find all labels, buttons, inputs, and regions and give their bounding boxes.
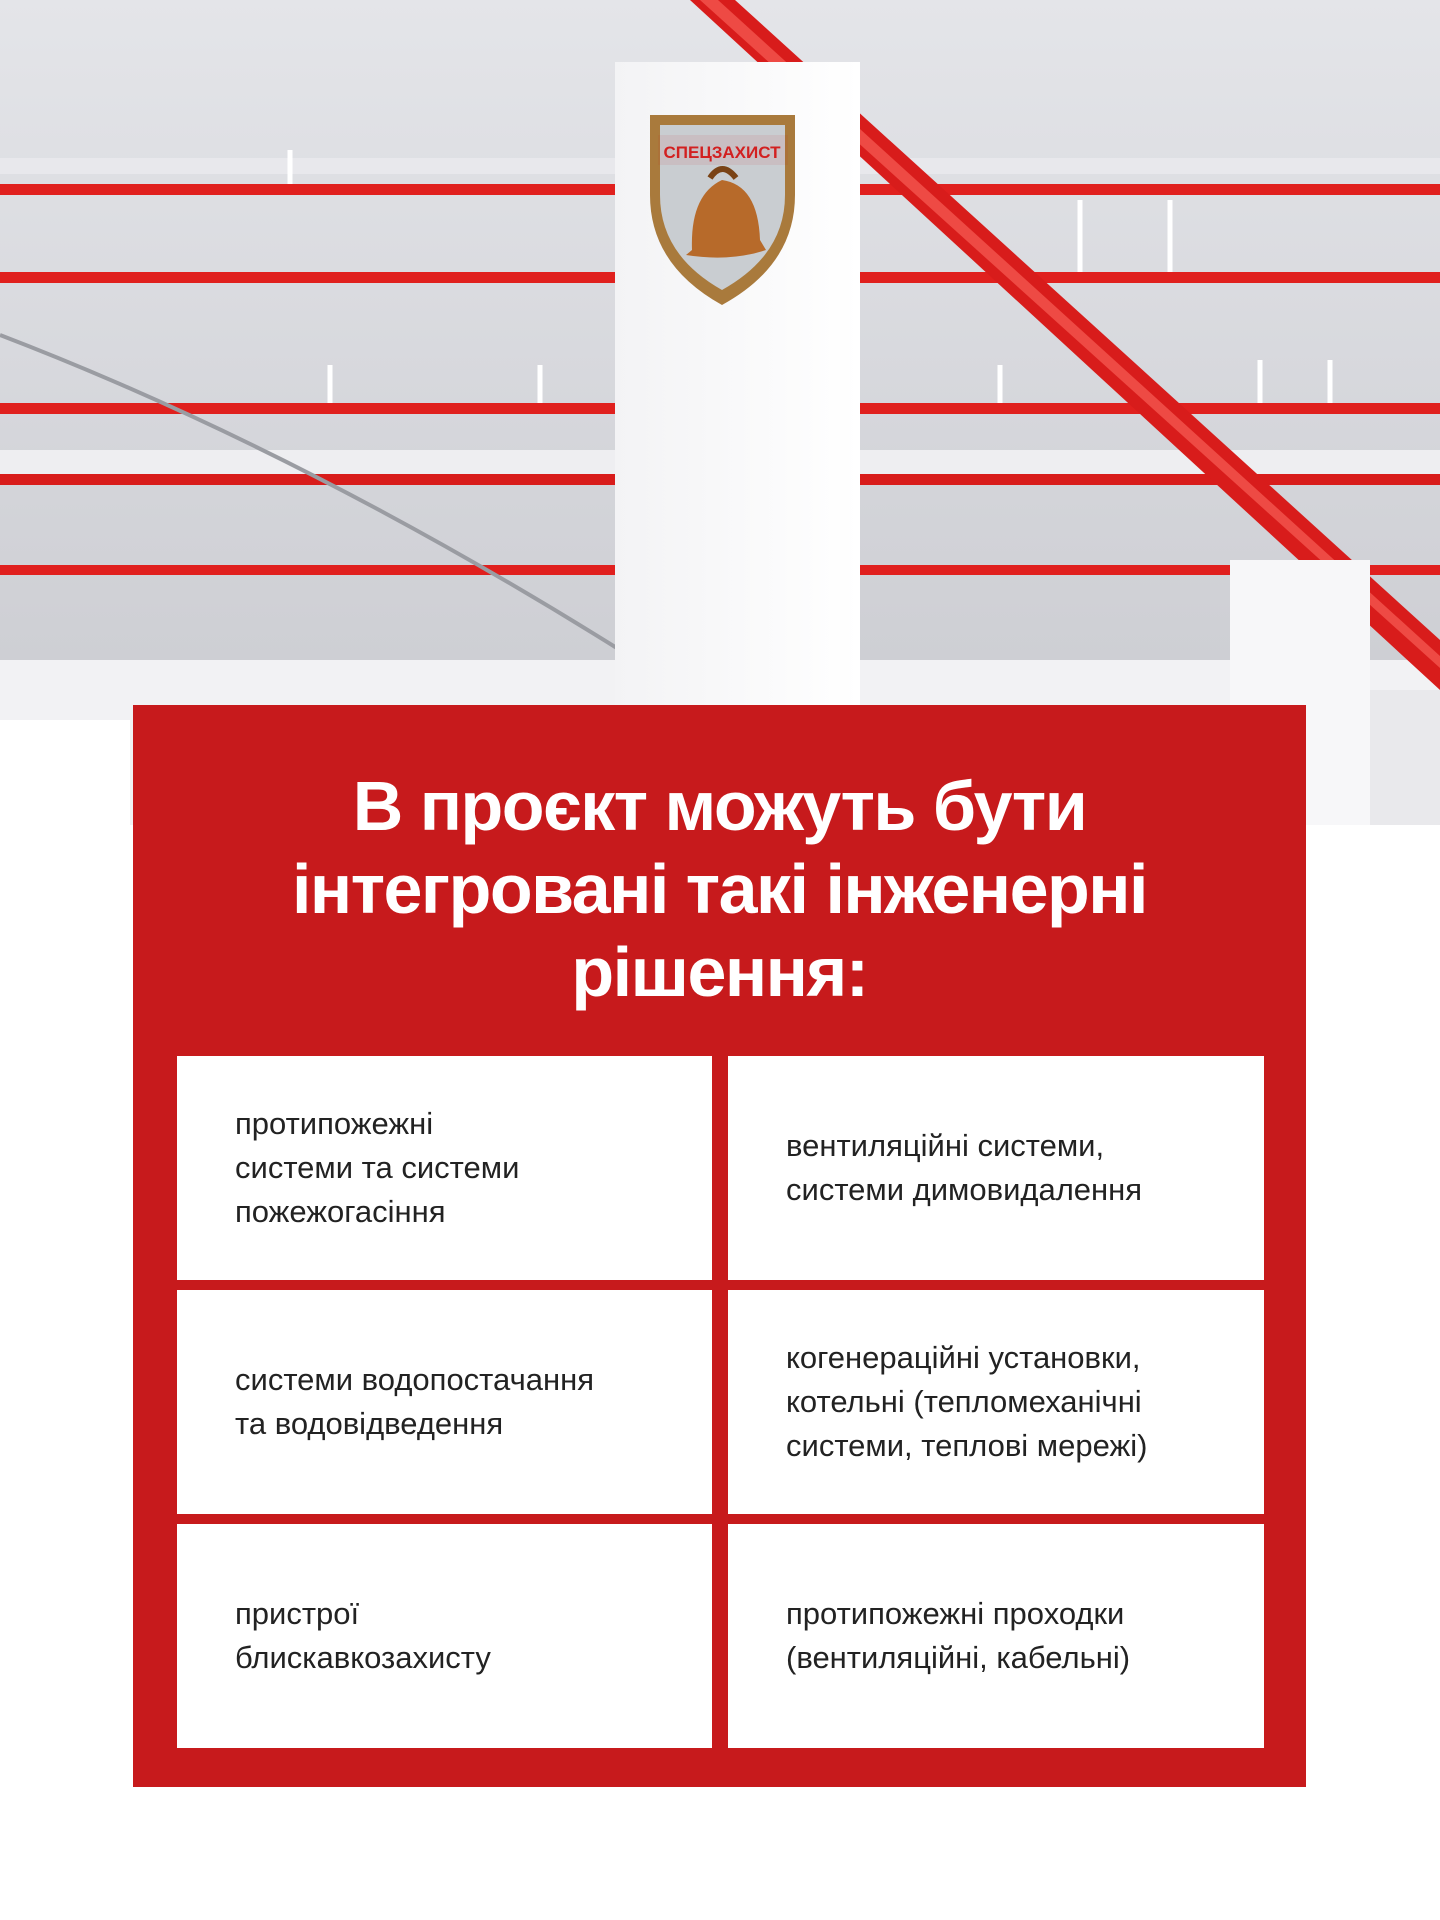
logo-text: СПЕЦЗАХИСТ [663,143,781,162]
solutions-grid [177,1056,1264,1748]
solution-line: та водовідведення [235,1406,504,1441]
solution-line: когенераційні установки, [786,1340,1141,1375]
solution-line: блискавкозахисту [235,1640,491,1675]
solution-card-ventilation [728,1056,1264,1280]
solution-card-cogeneration [728,1290,1264,1514]
firefighter-helmet-shield-icon [640,100,805,308]
solution-line: системи, теплові мережі) [786,1428,1148,1463]
solution-line: системи водопостачання [235,1362,595,1397]
info-panel [133,705,1306,1787]
company-logo [640,100,805,308]
solution-line: системи та системи [235,1150,520,1185]
solution-line: протипожежні [235,1106,434,1141]
solution-line: пристрої [235,1596,360,1631]
solution-line: пожежогасіння [235,1194,446,1229]
solution-card-fire-penetrations [728,1524,1264,1748]
solution-line: протипожежні проходки [786,1596,1125,1631]
title-line: інтегровані такі інженерні [291,850,1148,928]
solution-line: (вентиляційні, кабельні) [786,1640,1131,1675]
solution-card-fire-systems [177,1056,712,1280]
solution-card-water-supply [177,1290,712,1514]
solution-line: вентиляційні системи, [786,1128,1105,1163]
solution-line: системи димовидалення [786,1172,1143,1207]
solution-line: котельні (тепломеханічні [786,1384,1142,1419]
title-line: рішення: [571,933,868,1011]
solution-card-lightning-protection [177,1524,712,1748]
title-line: В проєкт можуть бути [352,767,1087,845]
page-title [133,765,1306,1014]
